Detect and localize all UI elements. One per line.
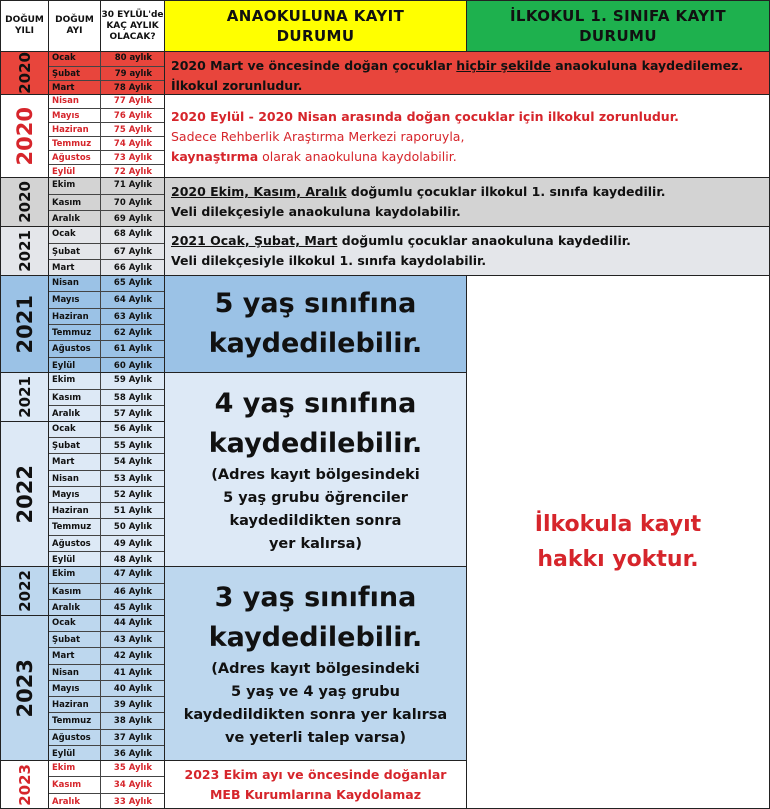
month-name: Temmuz bbox=[49, 137, 101, 151]
month-age: 65 Aylık bbox=[113, 278, 152, 288]
year-label: 2022 bbox=[12, 464, 37, 524]
month-age: 41 Aylık bbox=[113, 667, 152, 678]
month-row bbox=[49, 340, 164, 357]
block-note: (Adres kayıt bölgesindeki bbox=[211, 660, 420, 677]
month-name: Aralık bbox=[49, 794, 101, 809]
month-age: 54 Aylık bbox=[113, 457, 152, 468]
month-name: Kasım bbox=[49, 195, 101, 212]
block-title: 3 yaş sınıfına bbox=[214, 581, 417, 613]
month-name: Haziran bbox=[49, 697, 101, 713]
month-name: Ekim bbox=[49, 372, 101, 390]
header-ilkokul-label: İLKOKUL 1. SINIFA KAYIT DURUMU bbox=[509, 7, 727, 45]
month-row bbox=[49, 776, 164, 793]
header-month-label: DOĞUM AYI bbox=[55, 15, 94, 36]
header-year-label: DOĞUM YILI bbox=[5, 15, 44, 36]
month-name: Mart bbox=[49, 81, 101, 95]
header-age-label: 30 EYLÜL'de KAÇ AYLIK OLACAK? bbox=[101, 9, 164, 42]
header-ilkokul bbox=[466, 0, 770, 52]
info-text: olarak anaokuluna kaydolabilir. bbox=[258, 149, 457, 164]
month-row bbox=[49, 518, 164, 535]
month-row bbox=[49, 51, 164, 67]
year-cell bbox=[0, 760, 49, 809]
info-underlined: hiçbir şekilde bbox=[456, 58, 551, 73]
month-age: 55 Aylık bbox=[113, 441, 152, 452]
month-row bbox=[49, 308, 164, 325]
month-name: Mart bbox=[49, 260, 101, 276]
month-age: 35 Aylık bbox=[113, 763, 152, 773]
month-age: 53 Aylık bbox=[113, 473, 152, 484]
block-note: 2023 Ekim ayı ve öncesinde doğanlar bbox=[184, 766, 447, 782]
month-group bbox=[48, 372, 165, 422]
month-age: 64 Aylık bbox=[113, 295, 152, 306]
month-age: 42 Aylık bbox=[113, 651, 152, 662]
month-row bbox=[49, 389, 164, 407]
month-name: Kasım bbox=[49, 777, 101, 793]
month-age: 77 Aylık bbox=[113, 96, 152, 106]
block-title: 4 yaş sınıfına bbox=[214, 387, 417, 419]
year-label: 2023 bbox=[12, 658, 37, 718]
block-note: kaydedildikten sonra bbox=[229, 512, 402, 529]
year-label: 2023 bbox=[15, 763, 34, 806]
info-underlined: 2020 Ekim, Kasım, Aralık bbox=[171, 184, 347, 199]
month-row bbox=[49, 566, 164, 584]
month-group bbox=[48, 177, 165, 227]
month-row bbox=[49, 405, 164, 422]
info-text: anaokuluna kaydedilemez. bbox=[550, 58, 744, 73]
month-row bbox=[49, 535, 164, 552]
month-age: 60 Aylık bbox=[113, 360, 152, 371]
month-row bbox=[49, 437, 164, 454]
month-row bbox=[49, 122, 164, 137]
month-name: Kasım bbox=[49, 584, 101, 601]
info-line: 2020 Eylül - 2020 Nisan arasında doğan çocuklar için ilkokul zorunludur. bbox=[171, 109, 679, 124]
header-month bbox=[48, 0, 101, 52]
month-name: Nisan bbox=[49, 665, 101, 681]
year-cell bbox=[0, 275, 49, 373]
year-cell bbox=[0, 226, 49, 276]
block-5-yas bbox=[164, 275, 467, 373]
month-row bbox=[49, 647, 164, 664]
month-age: 69 Aylık bbox=[113, 214, 152, 225]
month-name: Ocak bbox=[49, 226, 101, 244]
month-row bbox=[49, 760, 164, 777]
year-label: 2020 bbox=[15, 181, 34, 223]
month-name: Ocak bbox=[49, 615, 101, 632]
month-age: 66 Aylık bbox=[113, 263, 152, 274]
month-age: 39 Aylık bbox=[113, 700, 152, 711]
block-3-yas bbox=[164, 566, 467, 761]
month-age: 67 Aylık bbox=[113, 246, 152, 257]
month-age: 71 Aylık bbox=[113, 180, 152, 190]
year-cell bbox=[0, 615, 49, 761]
month-row bbox=[49, 357, 164, 373]
month-name: Mayıs bbox=[49, 681, 101, 697]
month-row bbox=[49, 470, 164, 487]
month-row bbox=[49, 631, 164, 648]
year-label: 2021 bbox=[12, 294, 37, 354]
month-age: 57 Aylık bbox=[113, 409, 152, 420]
info-line: Veli dilekçesiyle anaokuluna kaydolabilir. bbox=[171, 204, 461, 219]
month-row bbox=[49, 210, 164, 227]
month-age: 79 aylık bbox=[114, 68, 152, 79]
info-text: kaynaştırma bbox=[171, 149, 259, 164]
month-name: Ağustos bbox=[49, 341, 101, 357]
month-age: 49 Aylık bbox=[113, 538, 152, 549]
month-age: 45 Aylık bbox=[113, 603, 152, 614]
month-row bbox=[49, 136, 164, 151]
month-group bbox=[48, 760, 165, 809]
month-group bbox=[48, 615, 165, 761]
year-cell bbox=[0, 566, 49, 616]
month-age: 75 Aylık bbox=[113, 125, 152, 135]
month-age: 37 Aylık bbox=[113, 732, 152, 743]
info-row-4 bbox=[164, 226, 770, 276]
month-row bbox=[49, 680, 164, 697]
block-meb bbox=[164, 760, 467, 809]
month-name: Eylül bbox=[49, 746, 101, 761]
month-name: Kasım bbox=[49, 390, 101, 407]
month-row bbox=[49, 108, 164, 123]
month-row bbox=[49, 421, 164, 438]
ilkokul-note: hakkı yoktur. bbox=[537, 547, 699, 572]
ilkokul-note: İlkokula kayıt bbox=[534, 512, 702, 537]
month-name: Haziran bbox=[49, 309, 101, 325]
month-name: Eylül bbox=[49, 552, 101, 567]
month-name: Şubat bbox=[49, 67, 101, 82]
month-name: Haziran bbox=[49, 123, 101, 137]
month-name: Eylül bbox=[49, 358, 101, 373]
header-year bbox=[0, 0, 49, 52]
month-group bbox=[48, 226, 165, 276]
month-name: Ekim bbox=[49, 760, 101, 777]
block-title: 5 yaş sınıfına bbox=[214, 288, 417, 319]
month-age: 73 Aylık bbox=[113, 153, 152, 163]
info-line bbox=[171, 147, 763, 167]
month-name: Mayıs bbox=[49, 109, 101, 123]
month-row bbox=[49, 372, 164, 390]
month-row bbox=[49, 66, 164, 82]
month-name: Ekim bbox=[49, 566, 101, 584]
block-ilkokul-yok bbox=[466, 275, 770, 809]
month-age: 40 Aylık bbox=[113, 683, 152, 694]
month-row bbox=[49, 324, 164, 341]
month-name: Temmuz bbox=[49, 325, 101, 341]
block-note: kaydedildikten sonra yer kalırsa bbox=[183, 706, 448, 723]
year-cell bbox=[0, 372, 49, 422]
month-age: 50 Aylık bbox=[113, 522, 152, 533]
info-line: Sadece Rehberlik Araştırma Merkezi raporuyla, bbox=[171, 129, 465, 144]
block-title: kaydedilebilir. bbox=[208, 427, 423, 459]
month-name: Ocak bbox=[49, 51, 101, 67]
info-line bbox=[171, 56, 763, 76]
month-age: 56 Aylık bbox=[113, 424, 152, 434]
month-age: 52 Aylık bbox=[113, 489, 152, 500]
block-note: yer kalırsa) bbox=[268, 535, 363, 552]
month-row bbox=[49, 164, 164, 178]
month-name: Eylül bbox=[49, 165, 101, 178]
month-row bbox=[49, 551, 164, 567]
header-age bbox=[100, 0, 165, 52]
month-name: Şubat bbox=[49, 632, 101, 648]
info-text: doğumlu çocuklar anaokuluna kaydedilir. bbox=[337, 233, 631, 248]
month-group bbox=[48, 421, 165, 567]
month-name: Şubat bbox=[49, 438, 101, 454]
block-4-yas bbox=[164, 372, 467, 567]
info-row-3 bbox=[164, 177, 770, 227]
block-title: kaydedilebilir. bbox=[208, 621, 423, 653]
info-row-2 bbox=[164, 94, 770, 178]
month-row bbox=[49, 745, 164, 761]
info-line bbox=[171, 231, 763, 251]
info-line bbox=[171, 182, 763, 202]
month-group bbox=[48, 566, 165, 616]
month-row bbox=[49, 259, 164, 276]
month-row bbox=[49, 275, 164, 292]
month-row bbox=[49, 599, 164, 616]
month-name: Şubat bbox=[49, 244, 101, 261]
month-name: Nisan bbox=[49, 471, 101, 487]
year-label: 2020 bbox=[15, 52, 34, 94]
month-row bbox=[49, 583, 164, 601]
month-age: 44 Aylık bbox=[113, 618, 152, 628]
year-cell bbox=[0, 421, 49, 567]
month-age: 34 Aylık bbox=[113, 780, 152, 791]
year-cell bbox=[0, 94, 49, 178]
month-name: Haziran bbox=[49, 503, 101, 519]
header-anaokulu-label: ANAOKULUNA KAYIT DURUMU bbox=[226, 7, 405, 45]
month-name: Ekim bbox=[49, 177, 101, 195]
info-line: Veli dilekçesiyle ilkokul 1. sınıfa kaydolabilir. bbox=[171, 253, 487, 268]
month-age: 70 Aylık bbox=[113, 197, 152, 208]
month-name: Nisan bbox=[49, 275, 101, 292]
month-row bbox=[49, 291, 164, 308]
month-name: Ağustos bbox=[49, 536, 101, 552]
month-name: Aralık bbox=[49, 600, 101, 616]
month-age: 38 Aylık bbox=[113, 716, 152, 727]
block-note: MEB Kurumlarına Kaydolamaz bbox=[209, 786, 422, 802]
month-age: 72 Aylık bbox=[113, 167, 152, 177]
month-name: Ağustos bbox=[49, 730, 101, 746]
month-row bbox=[49, 243, 164, 261]
month-age: 78 Aylık bbox=[113, 83, 152, 94]
month-row bbox=[49, 793, 164, 809]
month-row bbox=[49, 150, 164, 165]
block-note: ve yeterli talep varsa) bbox=[225, 729, 406, 746]
month-name: Nisan bbox=[49, 94, 101, 109]
month-group bbox=[48, 51, 165, 95]
year-cell bbox=[0, 51, 49, 95]
month-group bbox=[48, 94, 165, 178]
month-age: 59 Aylık bbox=[113, 375, 152, 385]
month-age: 76 Aylık bbox=[113, 111, 152, 121]
year-label: 2021 bbox=[15, 230, 34, 272]
info-row-1 bbox=[164, 51, 770, 95]
month-name: Ocak bbox=[49, 421, 101, 438]
month-row bbox=[49, 177, 164, 195]
month-age: 62 Aylık bbox=[113, 328, 152, 338]
month-age: 58 Aylık bbox=[113, 392, 152, 403]
info-underlined: 2021 Ocak, Şubat, Mart bbox=[171, 233, 338, 248]
month-row bbox=[49, 453, 164, 470]
info-line: İlkokul zorunludur. bbox=[171, 78, 303, 93]
block-note: (Adres kayıt bölgesindeki bbox=[211, 466, 420, 483]
month-row bbox=[49, 194, 164, 212]
month-row bbox=[49, 712, 164, 729]
month-age: 51 Aylık bbox=[113, 506, 152, 517]
month-age: 47 Aylık bbox=[113, 569, 152, 579]
month-name: Mart bbox=[49, 454, 101, 470]
month-name: Mayıs bbox=[49, 292, 101, 308]
month-age: 80 aylık bbox=[114, 53, 152, 63]
month-name: Aralık bbox=[49, 406, 101, 422]
info-text: doğumlu çocuklar ilkokul 1. sınıfa kaydedilir. bbox=[346, 184, 666, 199]
month-group bbox=[48, 275, 165, 373]
month-age: 68 Aylık bbox=[113, 229, 152, 239]
year-label: 2022 bbox=[15, 570, 34, 612]
header-anaokulu bbox=[164, 0, 467, 52]
month-row bbox=[49, 94, 164, 109]
month-name: Temmuz bbox=[49, 519, 101, 535]
month-name: Aralık bbox=[49, 211, 101, 227]
month-age: 43 Aylık bbox=[113, 635, 152, 646]
year-cell bbox=[0, 177, 49, 227]
month-age: 63 Aylık bbox=[113, 311, 152, 322]
month-age: 46 Aylık bbox=[113, 586, 152, 597]
month-name: Mayıs bbox=[49, 487, 101, 503]
year-label: 2020 bbox=[12, 106, 37, 166]
month-age: 74 Aylık bbox=[113, 139, 152, 149]
month-name: Temmuz bbox=[49, 713, 101, 729]
month-row bbox=[49, 664, 164, 681]
block-note: 5 yaş grubu öğrenciler bbox=[223, 489, 408, 506]
month-age: 33 Aylık bbox=[113, 796, 152, 807]
month-row bbox=[49, 80, 164, 95]
month-row bbox=[49, 696, 164, 713]
month-name: Mart bbox=[49, 648, 101, 664]
year-label: 2021 bbox=[15, 376, 34, 418]
month-age: 36 Aylık bbox=[113, 748, 152, 759]
month-age: 61 Aylık bbox=[113, 344, 152, 355]
month-row bbox=[49, 226, 164, 244]
block-title: kaydedilebilir. bbox=[208, 328, 423, 359]
month-age: 48 Aylık bbox=[113, 554, 152, 565]
month-name: Ağustos bbox=[49, 151, 101, 165]
month-row bbox=[49, 615, 164, 632]
info-text: 2020 Mart ve öncesinde doğan çocuklar bbox=[171, 58, 457, 73]
month-row bbox=[49, 729, 164, 746]
month-row bbox=[49, 502, 164, 519]
month-row bbox=[49, 486, 164, 503]
block-note: 5 yaş ve 4 yaş grubu bbox=[231, 683, 400, 700]
